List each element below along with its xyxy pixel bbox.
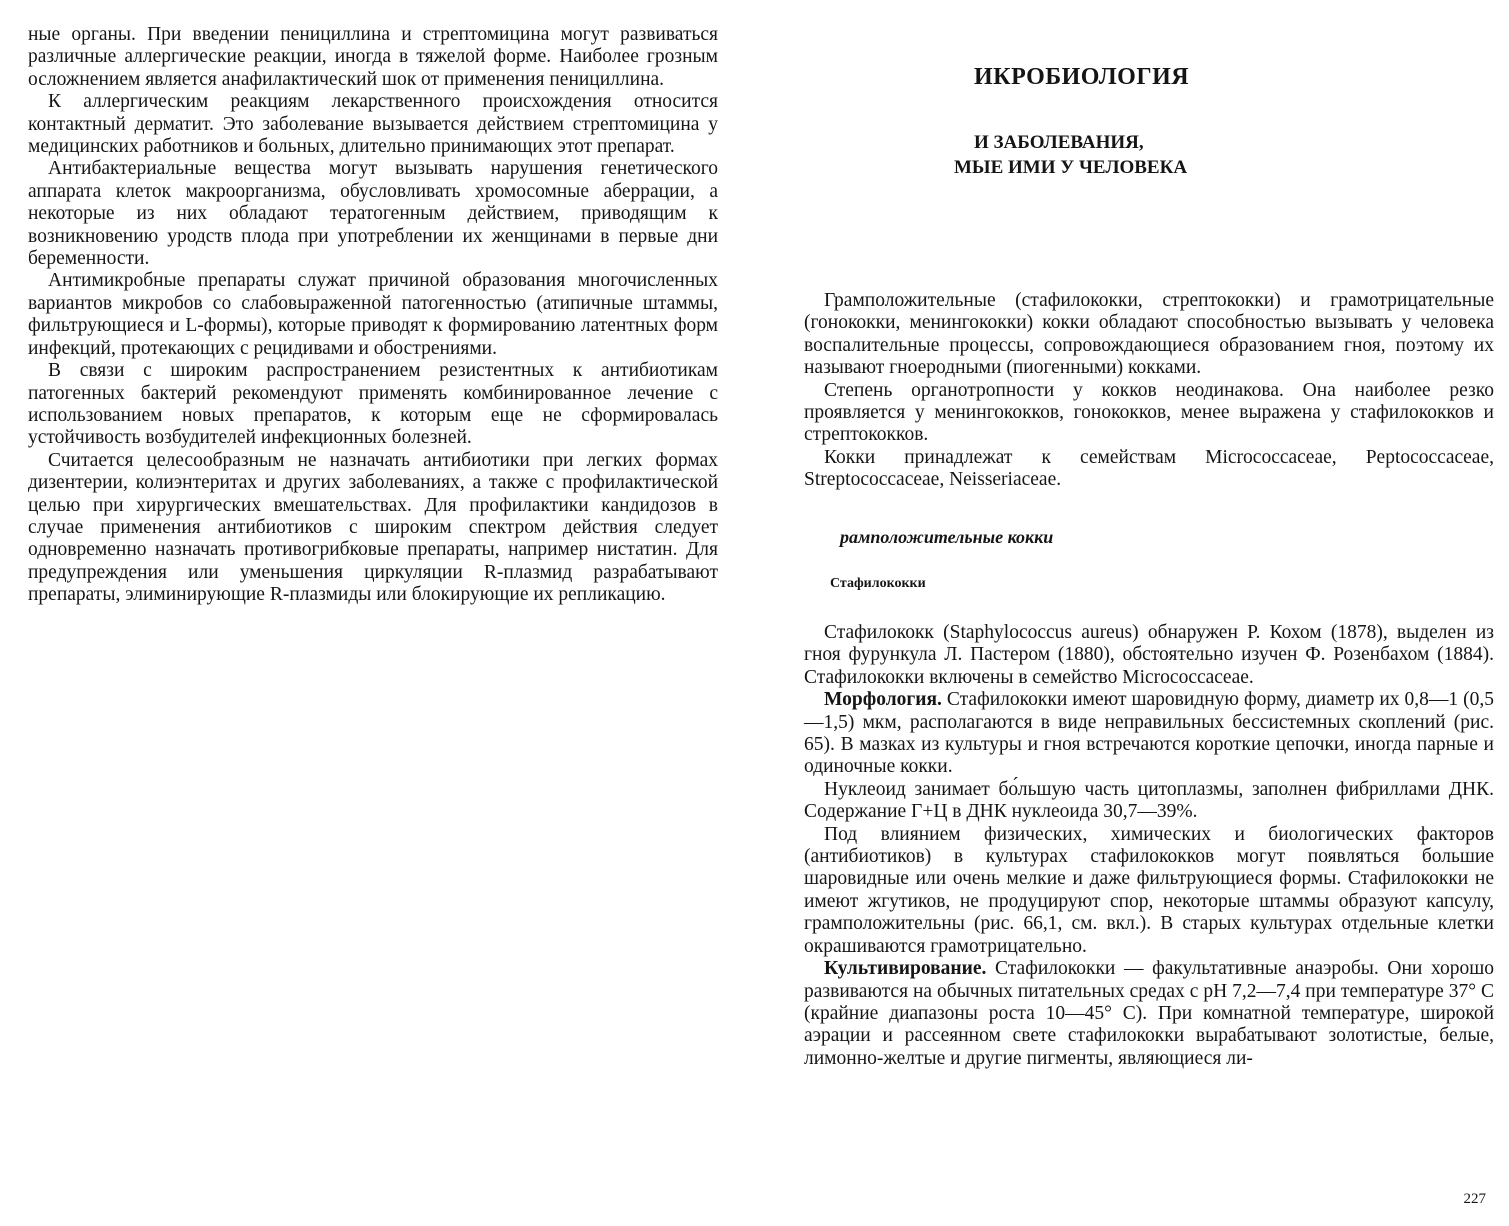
section-heading: рамположительные кокки <box>840 527 1054 547</box>
intro-paragraph-1: Грамположительные (стафилококки, стрептококки) и грамотрицательные (гонококки, менингококки) кокки обладают способностью вызывать у человека воспалительные процессы, сопровождающиеся образованием гноя, поэтому их называют гноеродными (пиогенными) кокками. <box>804 290 1494 379</box>
right-page <box>804 0 1494 1226</box>
left-paragraph-6: Считается целесообразным не назначать антибиотики при легких формах дизентерии, колиэнтеритах и других заболеваниях, а также с профилактической целью при хирургических вмешательствах. Для профилактики кандидозов в случае применения антибиотиков с широким спектром действия следует одновременно назначать противогрибковые препараты, например нистатин. Для предупреждения или уменьшения циркуляции R-плазмид разрабатывают препараты, элиминирующие R-плазмиды или блокирующие их репликацию. <box>28 449 718 606</box>
morphology-text: Стафилококки имеют шаровидную форму, диаметр их 0,8—1 (0,5—1,5) мкм, располагаются в виде неправильных бессистемных скоплений (рис. 65). В мазках из культуры и гноя встречаются короткие цепочки, иногда парные и одиночные кокки. <box>804 689 1494 778</box>
staph-paragraph-cultivation <box>804 958 1494 1070</box>
morphology-label: Морфология. <box>824 689 942 711</box>
left-paragraph-2: К аллергическим реакциям лекарственного происхождения относится контактный дерматит. Это заболевание вызывается действием стрептомицина у медицинских работников и больных, длительно принимающих этот препарат. <box>28 91 718 158</box>
staph-paragraph-morphology <box>804 689 1494 779</box>
left-page <box>28 24 718 607</box>
staph-paragraph-nucleoid: Нуклеоид занимает бо́льшую часть цитоплазмы, заполнен фибриллами ДНК. Содержание Г+Ц в ДНК нуклеоида 30,7—39%. <box>804 778 1494 823</box>
left-paragraph-5: В связи с широким распространением резистентных к антибиотикам патогенных бактерий рекомендуют применять комбинированное лечение с использованием новых препаратов, к которым еще не сформировалась устойчивость возбудителей инфекционных болезней. <box>28 360 718 449</box>
left-paragraph-3: Антибактериальные вещества могут вызывать нарушения генетического аппарата клеток макроорганизма, обусловливать хромосомные аберрации, а некоторые из них обладают тератогенным действием, приводящим к возникновению уродств плода при употреблении их женщинами в первые дни беременности. <box>28 158 718 270</box>
staph-paragraph-discovery: Стафилококк (Staphylococcus aureus) обнаружен Р. Кохом (1878), выделен из гноя фурункула Л. Пастером (1880), обстоятельно изучен Ф. Розенбахом (1884). Стафилококки включены в семейство Micrococcaceae. <box>804 622 1494 688</box>
chapter-subtitle-line-1: И ЗАБОЛЕВАНИЯ, <box>974 132 1144 153</box>
intro-paragraph-3: Кокки принадлежат к семействам Micrococcaceae, Peptococcaceae, Streptococcaceae, Neisseriaceae. <box>804 446 1494 491</box>
intro-text <box>804 290 1494 492</box>
left-paragraph-1: ные органы. При введении пенициллина и стрептомицина могут развиваться различные аллергические реакции, иногда в тяжелой форме. Наиболее грозным осложнением является анафилактический шок от применения пенициллина. <box>28 24 718 90</box>
subsection-heading: Стафилококки <box>830 576 926 591</box>
chapter-subtitle-line-2: МЫЕ ИМИ У ЧЕЛОВЕКА <box>954 157 1188 178</box>
left-paragraph-4: Антимикробные препараты служат причиной образования многочисленных вариантов микробов со слабовыраженной патогенностью (атипичные штаммы, фильтрующиеся и L-формы), которые приводят к формированию латентных форм инфекций, протекающих с рецидивами и обострениями. <box>28 270 718 359</box>
chapter-subtitle <box>954 130 1187 180</box>
cultivation-label: Культивирование. <box>824 958 987 980</box>
cultivation-text: Стафилококки — факультативные анаэробы. Они хорошо развиваются на обычных питательных средах с рН 7,2—7,4 при температуре 37° С (крайние диапазоны роста 10—45° С). При комнатной температуре, широкой аэрации и рассеянном свете стафилококки вырабатывают золотистые, белые, лимонно-желтые и другие пигменты, являющиеся ли- <box>804 958 1494 1069</box>
staph-paragraph-forms: Под влиянием физических, химических и биологических факторов (антибиотиков) в культурах стафилококков могут появляться большие шаровидные или очень мелкие и даже фильтрующиеся формы. Стафилококки не имеют жгутиков, не продуцируют спор, некоторые штаммы образуют капсулу, грамположительны (рис. 66,1, см. вкл.). В старых культурах отдельные клетки окрашиваются грамотрицательно. <box>804 823 1494 957</box>
intro-paragraph-2: Степень органотропности у кокков неодинакова. Она наиболее резко проявляется у менингококков, гонококков, менее выражена у стафилококков и стрептококков. <box>804 379 1494 446</box>
page-number: 227 <box>1463 1191 1486 1207</box>
staphylococci-text <box>804 622 1494 1070</box>
chapter-title: ИКРОБИОЛОГИЯ <box>974 64 1190 90</box>
